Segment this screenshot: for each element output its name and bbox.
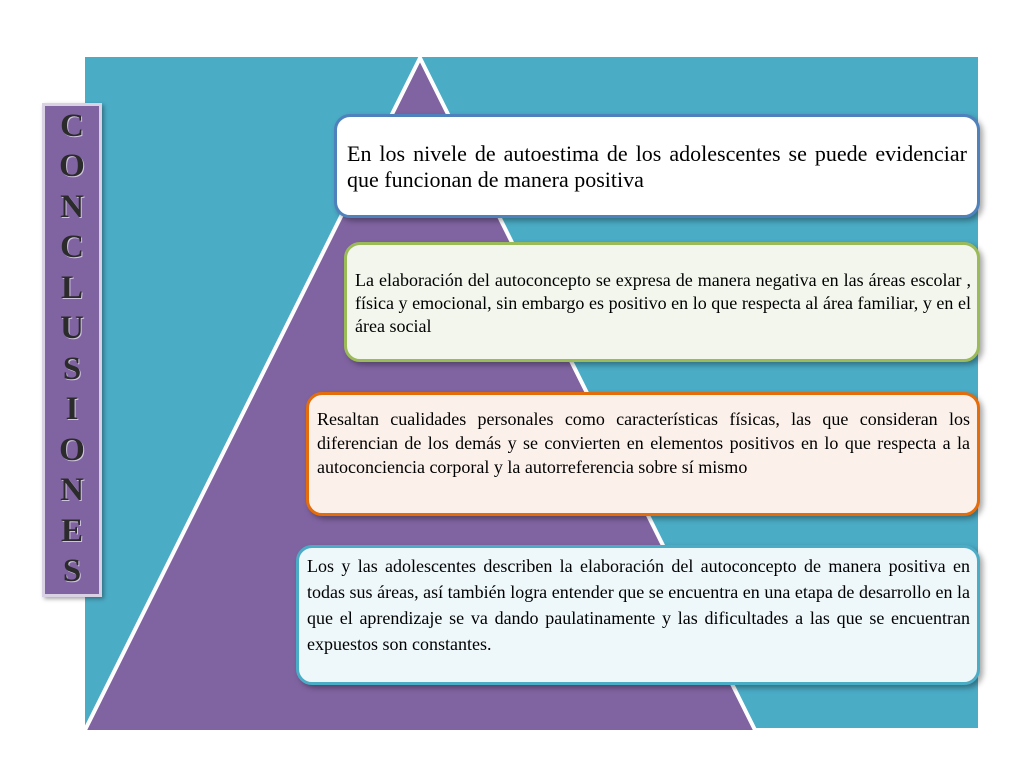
title-letter: E [60,512,83,549]
title-letter: I [65,391,79,428]
title-letter: N [60,472,84,509]
title-letter: U [60,310,84,347]
title-letter: C [60,229,84,266]
title-letter: C [60,108,84,144]
title-letter: N [60,188,84,225]
title-letter: S [62,350,82,387]
vertical-title-conclusiones [42,103,102,597]
conclusion-card-3: Resaltan cualidades personales como características físicas, las que consideran los diferencian de los demás y se convierten en elementos positivos en lo que respecta a la autoconciencia corporal y la autorreferencia sobre sí mismo [306,392,980,516]
title-letter: O [59,148,85,185]
title-letter: L [60,269,83,306]
conclusion-card-2: La elaboración del autoconcepto se expresa de manera negativa en las áreas escolar , física y emocional, sin embargo es positivo en lo que respecta al área familiar, y en el área social [344,242,980,362]
conclusion-card-4: Los y las adolescentes describen la elaboración del autoconcepto de manera positiva en todas sus áreas, así también logra entender que se encuentra en una etapa de desarrollo en la que el aprendizaje se va dando paulatinamente y las dificultades a las que se encuentran expuestos son constantes. [296,545,980,685]
conclusion-card-1: En los nivele de autoestima de los adolescentes se puede evidenciar que funcionan de manera positiva [334,114,980,218]
title-letter: S [62,552,82,589]
title-letter: O [59,431,85,468]
